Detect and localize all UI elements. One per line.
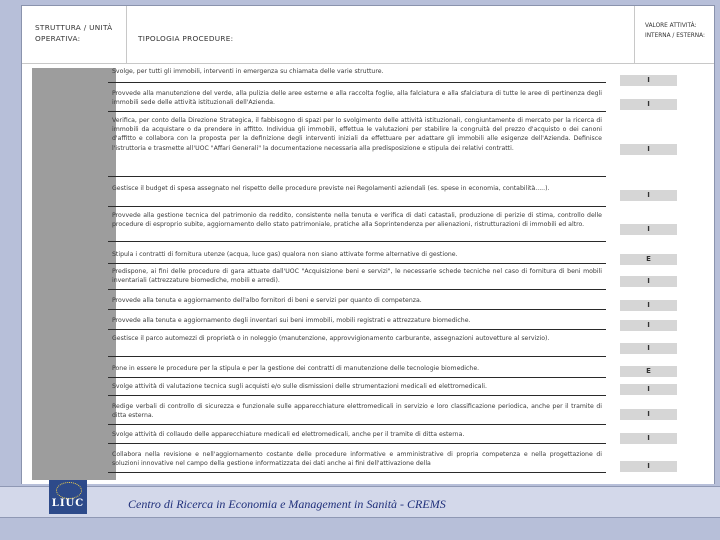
activity-code: I bbox=[620, 143, 677, 155]
table-row bbox=[108, 382, 606, 396]
procedure-text: Verifica, per conto della Direzione Strategica, il fabbisogno di spazi per lo svolgimento delle attività istituzionali, congiuntamente di mercato per la ricerca di immobili da acquistare o da prendere in affitto. Individua gli immobili, effettua le valutazioni per stabilire la congruità del prezzo d'acquisto o dei canoni d'affitto e collabora con la proposta per la definizione degli interventi iniziali da effettuare per adattare gli immobili alle esigenze dell'Azienda. Definisce l'istruttoria e trasmette all'UOC "Affari Generali" la documentazione necessaria alla predisposizione e stipula dei relativi contratti. bbox=[112, 117, 602, 152]
procedure-text: Provvede alla manutenzione del verde, alla pulizia delle aree esterne e alla raccolta foglie, alla falciatura e alla sfalciatura di tutte le aree di pertinenza degli immobili sede delle attività istituzionali dell'Azienda. bbox=[112, 90, 602, 107]
header-divider bbox=[126, 6, 127, 64]
procedure-text: Svolge attività di valutazione tecnica sugli acquisti e/o sulle dismissioni delle strumentazioni medicali ed elettromedicali. bbox=[112, 383, 487, 390]
table-row bbox=[108, 267, 606, 290]
procedure-text: Predispone, ai fini delle procedure di gara attuate dall'UOC "Acquisizione beni e servizi", le necessarie schede tecniche nel caso di fornitura di beni mobili inventariali (attrezzature biomediche, mobili e arredi). bbox=[112, 268, 602, 285]
table-row bbox=[108, 116, 606, 177]
procedure-text: Gestisce il parco automezzi di proprietà o in noleggio (manutenzione, approvvigionamento carburante, assegnazioni autovetture al servizio). bbox=[112, 335, 550, 342]
logo-text: LIUC bbox=[51, 498, 85, 509]
procedure-text: Provvede alla tenuta e aggiornamento dell'albo fornitori di beni e servizi per quanto di competenza. bbox=[112, 297, 422, 304]
procedure-text: Stipula i contratti di fornitura utenze (acqua, luce gas) qualora non siano attivate forme alternative di gestione. bbox=[112, 251, 458, 258]
procedure-text: Gestisce il budget di spesa assegnato nel rispetto delle procedure previste nei Regolamenti aziendali (es. spese in economia, contabilità.....). bbox=[112, 185, 550, 192]
header-rule bbox=[22, 63, 714, 64]
procedure-text: Svolge, per tutti gli immobili, interventi in emergenza su chiamata delle varie strutture. bbox=[112, 68, 384, 75]
table-row bbox=[108, 250, 606, 264]
activity-code: I bbox=[620, 275, 677, 287]
table-row bbox=[108, 316, 606, 330]
activity-code: I bbox=[620, 460, 677, 472]
value-header: VALORE ATTIVITÀ: INTERNA / ESTERNA: bbox=[645, 23, 705, 39]
activity-code: I bbox=[620, 98, 677, 110]
procedure-text: Svolge attività di collaudo delle apparecchiature medicali ed elettromedicali, anche per il tramite di ditta esterna. bbox=[112, 431, 465, 438]
procedure-text: Provvede alla gestione tecnica del patrimonio da reddito, consistente nella tenuta e verifica di dati catastali, produzione di perizie di stima, controllo delle procedure di esproprio subite, aggiornamento dello stato patrimoniale, pratiche alla Soprintendenza per alienazioni, ristrutturazioni di immobili ed altro. bbox=[112, 212, 602, 229]
activity-code: I bbox=[620, 342, 677, 354]
typology-header: TIPOLOGIA PROCEDURE: bbox=[138, 34, 234, 43]
activity-code: I bbox=[620, 299, 677, 311]
table-row bbox=[108, 211, 606, 242]
table-row bbox=[108, 184, 606, 207]
table-row bbox=[108, 89, 606, 112]
activity-code: I bbox=[620, 223, 677, 235]
activity-code: E bbox=[620, 365, 677, 377]
procedure-text: Collabora nella revisione e nell'aggiornamento costante delle procedure informative e amministrative di propria competenza e nella progettazione di soluzioni innovative nel campo della gestione informatizzata dei dati anche ai fini dell'attivazione della bbox=[112, 451, 602, 468]
table-row bbox=[108, 334, 606, 357]
activity-code: I bbox=[620, 432, 677, 444]
activity-code: I bbox=[620, 408, 677, 420]
table-row bbox=[108, 296, 606, 310]
activity-code: I bbox=[620, 383, 677, 395]
procedure-text: Pone in essere le procedure per la stipula e per la gestione dei contratti di manutenzione delle tecnologie biomediche. bbox=[112, 365, 480, 372]
structure-header: STRUTTURA / UNITÀ OPERATIVA: bbox=[35, 23, 113, 43]
table-row bbox=[108, 364, 606, 378]
stars-circle-icon bbox=[56, 482, 82, 499]
activity-code: E bbox=[620, 253, 677, 265]
footer-centre-name: Centro di Ricerca in Economia e Management in Sanità - CREMS bbox=[128, 497, 446, 511]
activity-code: I bbox=[620, 319, 677, 331]
procedure-text: Provvede alla tenuta e aggiornamento degli inventari sui beni immobili, mobili registrati e attrezzature biomediche. bbox=[112, 317, 471, 324]
table-row bbox=[108, 430, 606, 444]
table-row bbox=[108, 402, 606, 425]
table-row bbox=[108, 67, 606, 83]
header-divider bbox=[634, 6, 635, 64]
liuc-logo bbox=[49, 480, 87, 514]
procedure-text: Redige verbali di controllo di sicurezza e funzionale sulle apparecchiature elettromedicali in servizio e loro classificazione periodica, anche per il tramite di ditta esterna. bbox=[112, 403, 602, 420]
activity-code: I bbox=[620, 74, 677, 86]
table-row bbox=[108, 450, 606, 473]
activity-code: I bbox=[620, 189, 677, 201]
structure-column bbox=[32, 68, 116, 480]
